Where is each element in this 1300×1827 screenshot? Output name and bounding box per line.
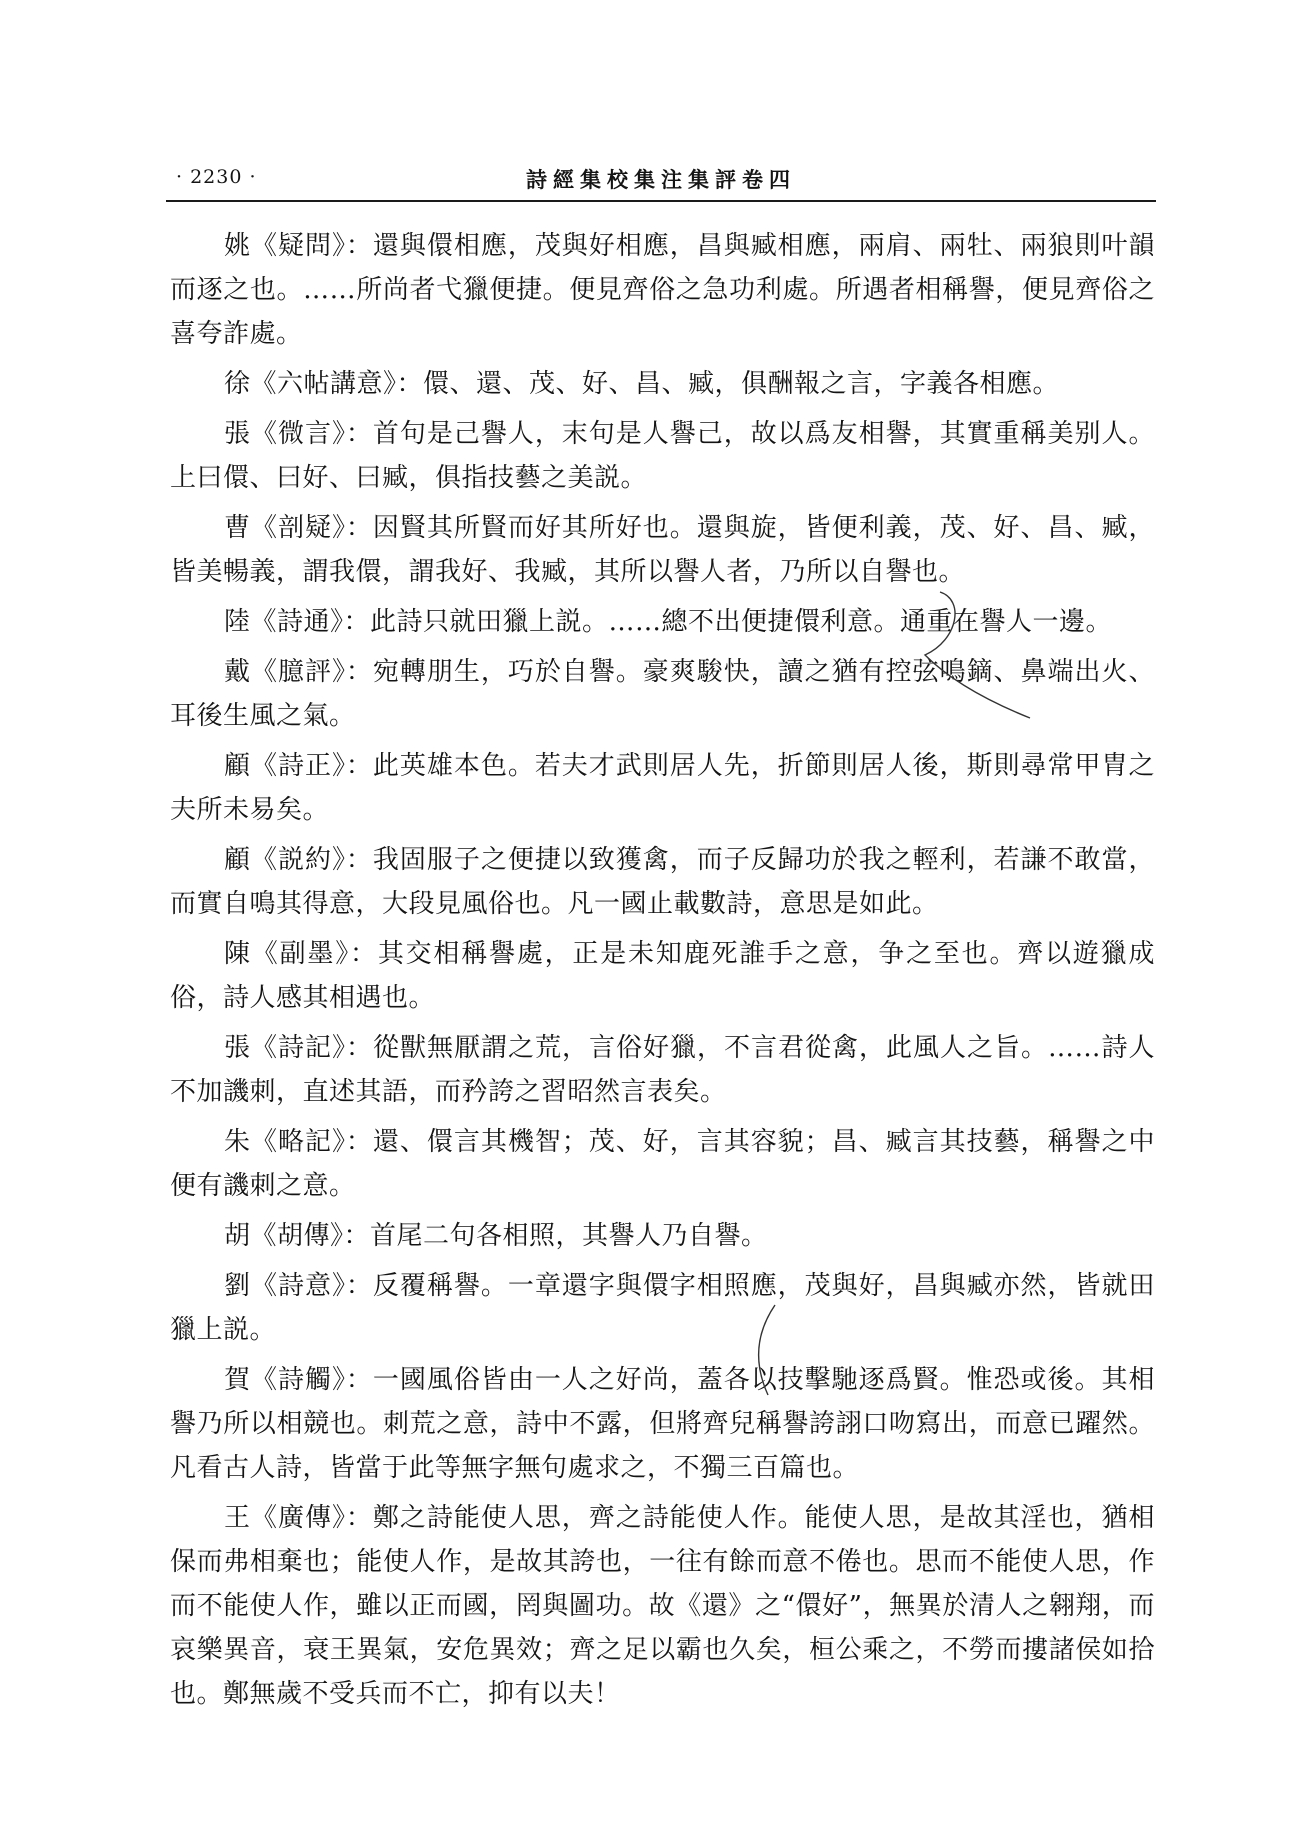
running-title: 詩經集校集注集評卷四 bbox=[526, 167, 796, 192]
commentary-paragraph: 姚《疑問》：還與儇相應，茂與好相應，昌與臧相應，兩肩、兩牡、兩狼則叶韻而逐之也。……所尚者弋獵便捷。便見齊俗之急功利處。所遇者相稱譽，便見齊俗之喜夸詐處。 bbox=[170, 231, 1155, 349]
commentary-paragraph: 賀《詩觸》：一國風俗皆由一人之好尚，蓋各以技擊馳逐爲賢。惟恐或後。其相譽乃所以相競也。刺荒之意，詩中不露，但將齊兒稱譽誇詡口吻寫出，而意已躍然。凡看古人詩，皆當于此等無字無句處求之，不獨三百篇也。 bbox=[170, 1365, 1155, 1483]
commentary-paragraph: 王《廣傳》：鄭之詩能使人思，齊之詩能使人作。能使人思，是故其淫也，猶相保而弗相棄也；能使人作，是故其誇也，一往有餘而意不倦也。思而不能使人思，作而不能使人作，雖以正而國，罔與圖功。故《還》之“儇好”，無異於清人之翱翔，而哀樂異音，衰王異氣，安危異效；齊之足以霸也久矣，桓公乘之，不勞而摟諸侯如拾也。鄭無歲不受兵而不亡，抑有以夫！ bbox=[170, 1503, 1155, 1709]
commentary-paragraph: 顧《説約》：我固服子之便捷以致獲禽，而子反歸功於我之輕利，若謙不敢當，而實自鳴其得意，大段見風俗也。凡一國止載數詩，意思是如此。 bbox=[170, 845, 1155, 919]
commentary-paragraph: 徐《六帖講意》：儇、還、茂、好、昌、臧，俱酬報之言，字義各相應。 bbox=[224, 369, 1060, 399]
commentary-paragraph: 劉《詩意》：反覆稱譽。一章還字與儇字相照應，茂與好，昌與臧亦然，皆就田獵上説。 bbox=[170, 1271, 1155, 1345]
commentary-paragraph: 張《詩記》：從獸無厭謂之荒，言俗好獵，不言君從禽，此風人之旨。……詩人不加譏刺，直述其語，而矜誇之習昭然言表矣。 bbox=[170, 1033, 1155, 1107]
page-header bbox=[166, 160, 1156, 202]
commentary-paragraph: 陳《副墨》：其交相稱譽處，正是未知鹿死誰手之意，争之至也。齊以遊獵成俗，詩人感其相遇也。 bbox=[170, 939, 1155, 1013]
commentary-paragraph: 曹《剖疑》：因賢其所賢而好其所好也。還與旋，皆便利義，茂、好、昌、臧，皆美暢義，謂我儇，謂我好、我臧，其所以譽人者，乃所以自譽也。 bbox=[170, 513, 1155, 587]
commentary-paragraph: 胡《胡傳》：首尾二句各相照，其譽人乃自譽。 bbox=[224, 1221, 768, 1251]
commentary-paragraph: 陸《詩通》：此詩只就田獵上説。……總不出便捷儇利意。通重在譽人一邊。 bbox=[224, 607, 1113, 637]
commentary-paragraph: 顧《詩正》：此英雄本色。若夫才武則居人先，折節則居人後，斯則尋常甲胄之夫所未易矣。 bbox=[170, 751, 1155, 825]
commentary-body bbox=[170, 224, 1155, 1722]
commentary-paragraph: 朱《略記》：還、儇言其機智；茂、好，言其容貌；昌、臧言其技藝，稱譽之中便有譏刺之意。 bbox=[170, 1127, 1155, 1201]
commentary-paragraph: 戴《臆評》：宛轉朋生，巧於自譽。豪爽駿快，讀之猶有控弦鳴鏑、鼻端出火、耳後生風之氣。 bbox=[170, 657, 1155, 731]
page-number: · 2230 · bbox=[176, 166, 257, 188]
commentary-paragraph: 張《微言》：首句是己譽人，末句是人譽己，故以爲友相譽，其實重稱美别人。上曰儇、曰好、曰臧，俱指技藝之美説。 bbox=[170, 419, 1155, 493]
